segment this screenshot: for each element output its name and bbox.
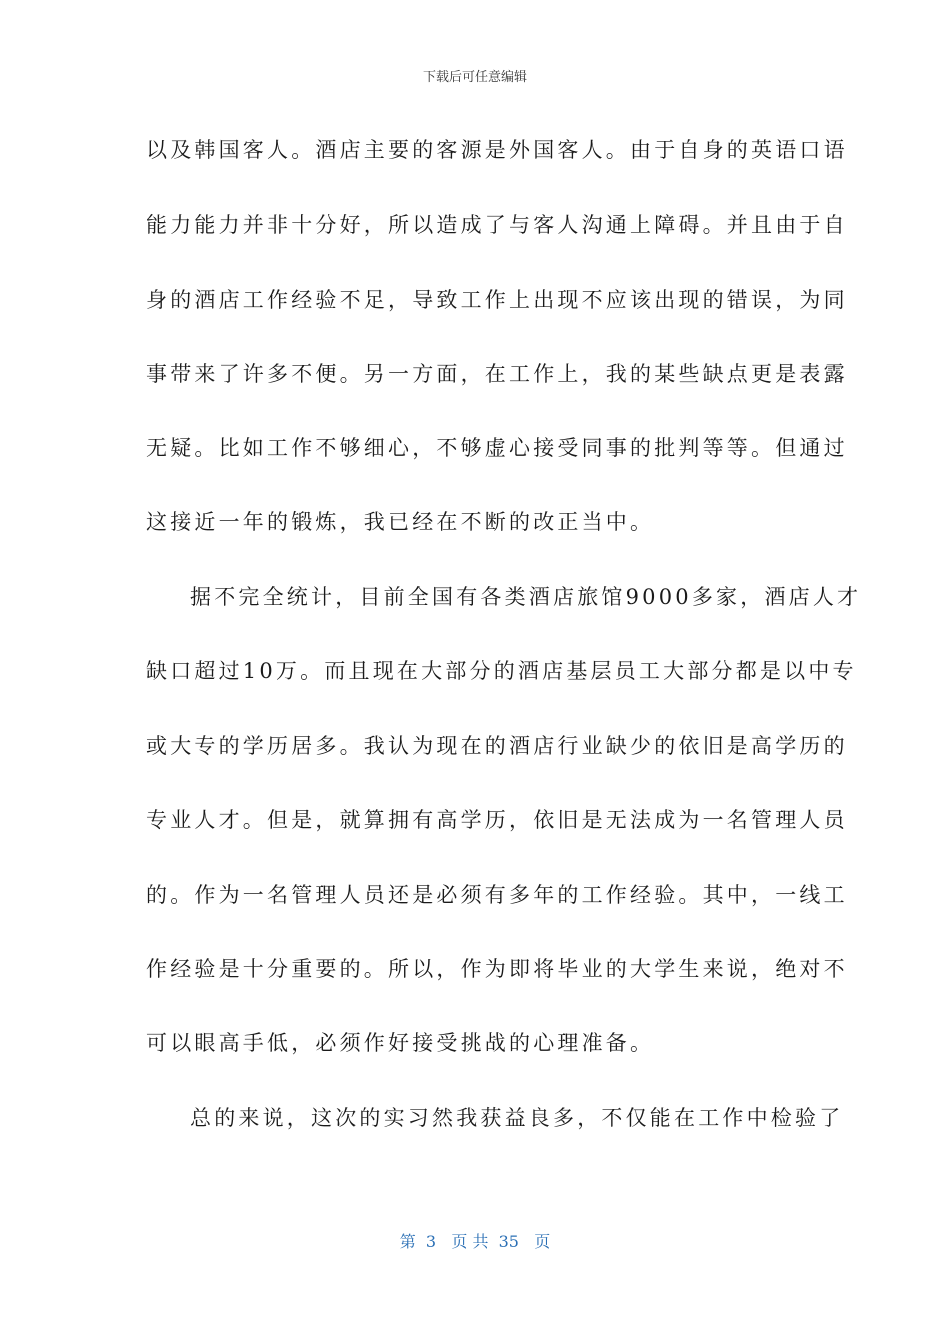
- page-header: 下载后可任意编辑: [422, 70, 527, 85]
- paragraph-1-line-4: 事带来了许多不便。另一方面，在工作上，我的某些缺点更是表露: [146, 362, 848, 386]
- paragraph-1-line-5: 无疑。比如工作不够细心，不够虚心接受同事的批判等等。但通过: [146, 436, 848, 460]
- paragraph-1-line-3: 身的酒店工作经验不足，导致工作上出现不应该出现的错误，为同: [146, 288, 848, 312]
- paragraph-2-line-2: 缺口超过10万。而且现在大部分的酒店基层员工大部分都是以中专: [146, 659, 857, 683]
- paragraph-1-line-1: 以及韩国客人。酒店主要的客源是外国客人。由于自身的英语口语: [146, 138, 848, 162]
- paragraph-2-line-3: 或大专的学历居多。我认为现在的酒店行业缺少的依旧是高学历的: [146, 734, 848, 758]
- paragraph-2-line-4: 专业人才。但是，就算拥有高学历，依旧是无法成为一名管理人员: [146, 808, 848, 832]
- page-number-footer: 第 3 页 共 35 页: [399, 1232, 551, 1251]
- paragraph-1-line-6: 这接近一年的锻炼，我已经在不断的改正当中。: [146, 510, 655, 534]
- paragraph-3-line-1: 总的来说，这次的实习然我获益良多，不仅能在工作中检验了: [190, 1106, 844, 1130]
- paragraph-1-line-2: 能力能力并非十分好，所以造成了与客人沟通上障碍。并且由于自: [146, 213, 848, 237]
- paragraph-2-line-7: 可以眼高手低，必须作好接受挑战的心理准备。: [146, 1031, 655, 1055]
- paragraph-2-line-5: 的。作为一名管理人员还是必须有多年的工作经验。其中，一线工: [146, 883, 848, 907]
- paragraph-2-line-6: 作经验是十分重要的。所以，作为即将毕业的大学生来说，绝对不: [146, 957, 848, 981]
- paragraph-2-line-1: 据不完全统计，目前全国有各类酒店旅馆9000多家，酒店人才: [190, 585, 862, 609]
